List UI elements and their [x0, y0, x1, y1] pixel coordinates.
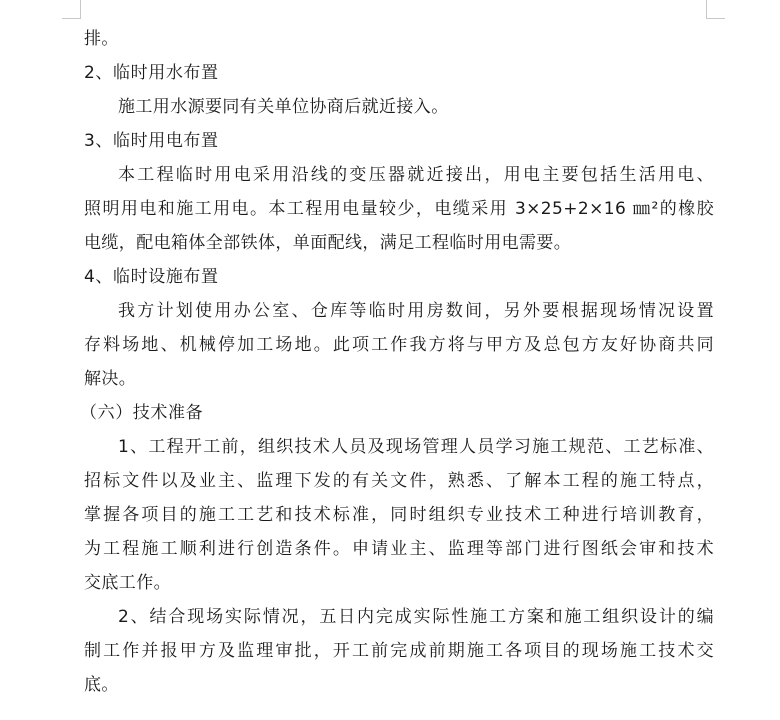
page-corner-mark-top-left — [62, 0, 81, 19]
section-heading-electricity: 3、临时用电布置 — [84, 131, 219, 151]
paragraph-electricity-line: 电缆，配电箱体全部铁体，单面配线，满足工程临时用电需要。 — [84, 233, 572, 253]
paragraph-electricity-line: 本工程临时用电采用沿线的变压器就近接出，用电主要包括生活用电、 — [118, 165, 714, 185]
paragraph-tech-1-line: 交底工作。 — [84, 573, 171, 593]
paragraph-tech-1-line: 为工程施工顺利进行创造条件。申请业主、监理等部门进行图纸会审和技术 — [84, 539, 714, 559]
paragraph-continuation: 排。 — [84, 29, 119, 49]
paragraph-tech-2-line: 2、结合现场实际情况，五日内完成实际性施工方案和施工组织设计的编 — [118, 607, 714, 627]
paragraph-tech-2-line: 制工作并报甲方及监理审批，开工前完成前期施工各项目的现场施工技术交 — [84, 641, 714, 661]
paragraph-tech-1-line: 掌握各项目的施工工艺和技术标准，同时组织专业技术工种进行培训教育， — [84, 505, 714, 525]
paragraph-water: 施工用水源要同有关单位协商后就近接入。 — [118, 97, 449, 117]
document-body — [80, 22, 714, 702]
paragraph-tech-1-line: 招标文件以及业主、监理下发的有关文件，熟悉、了解本工程的施工特点， — [84, 471, 714, 491]
page-corner-mark-top-right — [706, 0, 725, 19]
section-heading-facilities: 4、临时设施布置 — [84, 267, 219, 287]
section-heading-water: 2、临时用水布置 — [84, 63, 219, 83]
paragraph-facilities-line: 解决。 — [84, 369, 137, 389]
paragraph-electricity-line: 照明用电和施工用电。本工程用电量较少，电缆采用 3×25+2×16 ㎜²的橡胶 — [84, 199, 714, 219]
paragraph-facilities-line: 我方计划使用办公室、仓库等临时用房数间，另外要根据现场情况设置 — [118, 301, 714, 321]
paragraph-tech-1-line: 1、工程开工前，组织技术人员及现场管理人员学习施工规范、工艺标准、 — [118, 437, 714, 457]
section-heading-technical-preparation: （六）技术准备 — [80, 403, 204, 423]
paragraph-facilities-line: 存料场地、机械停加工场地。此项工作我方将与甲方及总包方友好协商共同 — [84, 335, 714, 355]
paragraph-tech-2-line: 底。 — [84, 675, 119, 695]
